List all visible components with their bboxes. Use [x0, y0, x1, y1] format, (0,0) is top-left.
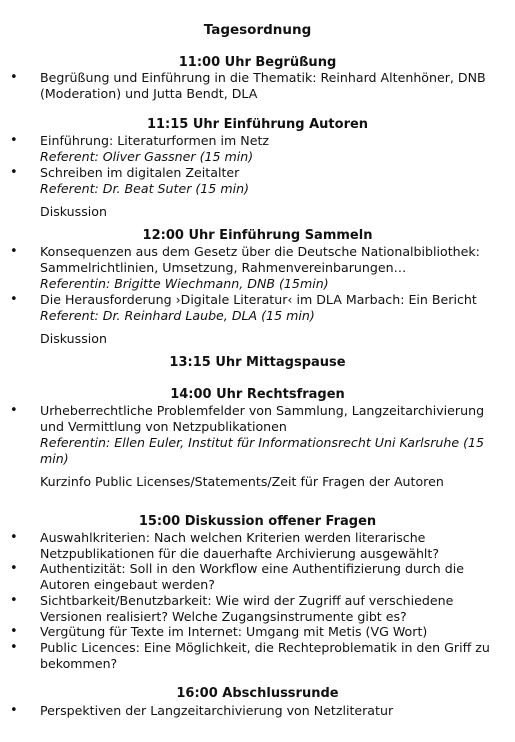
agenda-item [10, 244, 510, 292]
agenda-item [10, 133, 510, 165]
item-text: Perspektiven der Langzeitarchivierung von Netzliteratur [40, 703, 394, 718]
bullet-icon: • [10, 703, 18, 718]
discussion-note: Kurzinfo Public Licenses/Statements/Zeit für Fragen der Autoren [40, 474, 444, 489]
item-referent: Referentin: Ellen Euler, Institut für Informationsrecht Uni Karlsruhe (15 min) [40, 435, 485, 466]
item-text: Auswahlkriterien: Nach welchen Kriterien werden literarische Netzpublikationen für die dauerhafte Archivierung ausgewählt? [40, 530, 440, 561]
bullet-icon: • [10, 403, 18, 418]
item-text: Sichtbarkeit/Benutzbarkeit: Wie wird der Zugriff auf verschiedene Versionen realisiert? Welche Zugangsinstrumente gibt es? [40, 593, 454, 624]
bullet-icon: • [10, 624, 18, 639]
discussion-note: Diskussion [40, 331, 107, 346]
section-heading: 11:00 Uhr Begrüßung [178, 55, 337, 70]
agenda-item [10, 624, 510, 640]
item-text: Authentizität: Soll in den Workflow eine Authentifizierung durch die Autoren eingebaut werden? [40, 561, 464, 592]
bullet-icon: • [10, 530, 18, 545]
item-text: Schreiben im digitalen Zeitalter [40, 165, 240, 180]
agenda-item [10, 70, 510, 102]
bullet-icon: • [10, 561, 18, 576]
bullet-icon: • [10, 640, 18, 655]
agenda-item [10, 403, 510, 467]
item-text: Urheberrechtliche Problemfelder von Sammlung, Langzeitarchivierung und Vermittlung von Netzpublikationen [40, 403, 485, 434]
bullet-icon: • [10, 70, 18, 85]
item-text: Vergütung für Texte im Internet: Umgang mit Metis (VG Wort) [40, 624, 428, 639]
item-text: Die Herausforderung ›Digitale Literatur‹ im DLA Marbach: Ein Bericht [40, 292, 477, 307]
item-text: Begrüßung und Einführung in die Thematik: Reinhard Altenhöner, DNB (Moderation) und Jutta Bendt, DLA [40, 70, 486, 101]
agenda-item [10, 561, 510, 593]
bullet-icon: • [10, 244, 18, 259]
page-title: Tagesordnung [203, 22, 312, 38]
item-referent: Referent: Dr. Beat Suter (15 min) [40, 181, 249, 196]
section-heading: 15:00 Diskussion offener Fragen [138, 514, 377, 529]
bullet-icon: • [10, 593, 18, 608]
bullet-icon: • [10, 133, 18, 148]
agenda-item [10, 593, 510, 625]
agenda-item [10, 640, 510, 672]
discussion-note: Diskussion [40, 204, 107, 219]
item-referent: Referent: Dr. Reinhard Laube, DLA (15 min) [40, 308, 315, 323]
section-heading: 14:00 Uhr Rechtsfragen [170, 387, 345, 402]
agenda-item [10, 703, 510, 719]
item-referent: Referentin: Brigitte Wiechmann, DNB (15min) [40, 276, 329, 291]
item-text: Public Licences: Eine Möglichkeit, die Rechteproblematik in den Griff zu bekommen? [40, 640, 490, 671]
agenda-item [10, 165, 510, 197]
item-text: Konsequenzen aus dem Gesetz über die Deutsche Nationalbibliothek: Sammelrichtlinien, Umsetzung, Rahmenvereinbarungen… [40, 244, 480, 275]
section-heading: 16:00 Abschlussrunde [176, 686, 339, 701]
section-heading: 11:15 Uhr Einführung Autoren [146, 117, 369, 132]
section-heading: 12:00 Uhr Einführung Sammeln [142, 228, 373, 243]
item-text: Einführung: Literaturformen im Netz [40, 133, 269, 148]
bullet-icon: • [10, 292, 18, 307]
item-referent: Referent: Oliver Gassner (15 min) [40, 149, 254, 164]
section-heading: 13:15 Uhr Mittagspause [169, 355, 346, 370]
agenda-item [10, 530, 510, 562]
agenda-item [10, 292, 510, 324]
bullet-icon: • [10, 165, 18, 180]
